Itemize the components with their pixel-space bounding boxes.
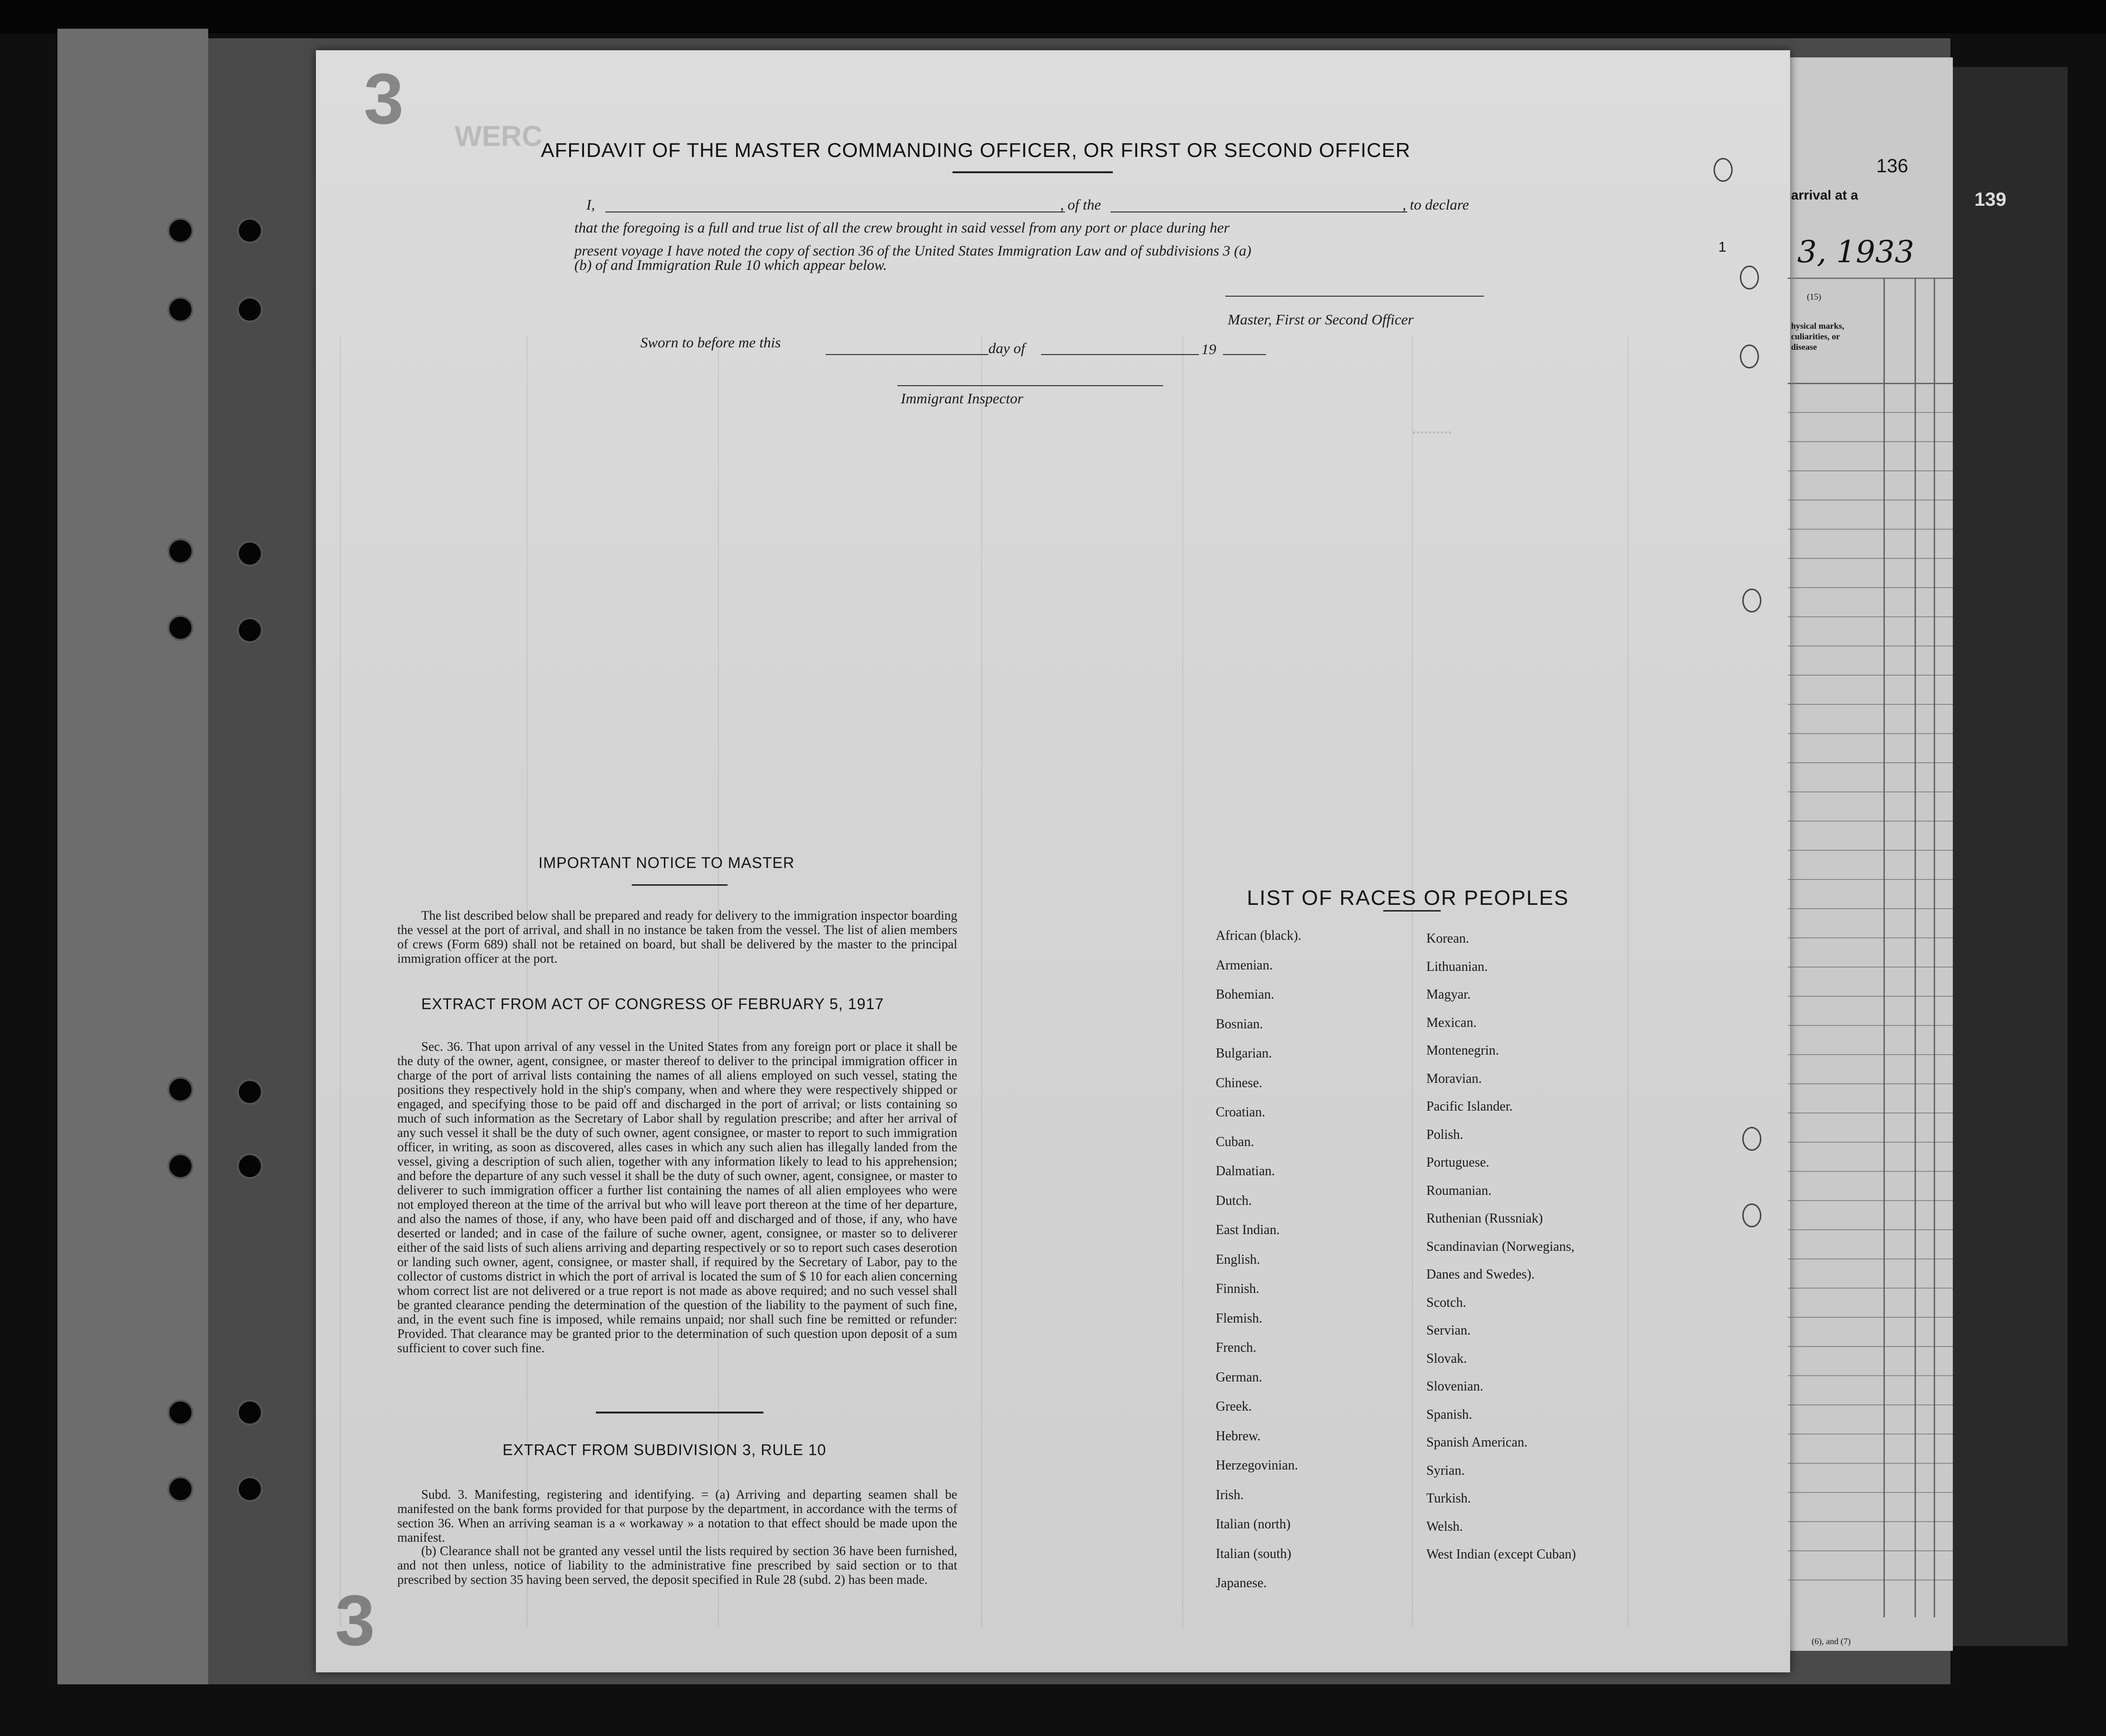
race-item: Scandinavian (Norwegians, <box>1426 1239 1575 1254</box>
race-item: Moravian. <box>1426 1071 1482 1086</box>
sheet-row-line <box>1788 470 1953 471</box>
page-stamp-bottom: 3 <box>335 1580 375 1660</box>
race-item: Italian (north) <box>1216 1517 1291 1532</box>
race-item: Korean. <box>1426 931 1469 946</box>
page-stamp-top: 3 <box>364 58 404 139</box>
sheet-header-rule <box>1788 278 1953 279</box>
rule-extract-text-b: (b) Clearance shall not be granted any vessel until the lists required by section 36 have been furnished, and not then unless, notice of liability to the administrative fine prescribed by said section or to that prescribed by section 35 having been served, the deposit specified in Rule 28 (subd. 2) has been made. <box>397 1544 957 1587</box>
ghost-grid-line <box>1182 335 1183 1627</box>
race-item: English. <box>1216 1252 1260 1267</box>
race-item: Herzegovinian. <box>1216 1458 1298 1473</box>
notice-underline <box>632 884 728 886</box>
binder-hole <box>168 1153 193 1179</box>
race-item: Slovak. <box>1426 1351 1467 1366</box>
show-through-text: .......... <box>1412 421 1452 437</box>
race-item: Italian (south) <box>1216 1546 1291 1561</box>
race-item: Bulgarian. <box>1216 1046 1272 1061</box>
page-hole-outline <box>1740 266 1759 289</box>
sheet-row-line <box>1788 500 1953 501</box>
sheet-row-line <box>1788 821 1953 822</box>
race-item: Armenian. <box>1216 957 1273 973</box>
act-extract-rule <box>596 1412 763 1413</box>
sheet-row-line <box>1788 412 1953 413</box>
race-item: Slovenian. <box>1426 1379 1483 1394</box>
sheet-row-line <box>1788 967 1953 968</box>
sheet-row-line <box>1788 1025 1953 1026</box>
column-header-line: disease <box>1791 342 1817 352</box>
page-hole-outline <box>1742 589 1761 612</box>
column-number: (15) <box>1807 292 1821 301</box>
act-extract-title: EXTRACT FROM ACT OF CONGRESS OF FEBRUARY 5, 1917 <box>421 995 884 1013</box>
race-item: Japanese. <box>1216 1576 1267 1591</box>
sheet-row-line <box>1788 1492 1953 1493</box>
page-hole-outline <box>1742 1127 1761 1151</box>
sheet-row-line <box>1788 675 1953 676</box>
affidavit-line-i: I, <box>586 196 595 213</box>
race-item: Ruthenian (Russniak) <box>1426 1211 1543 1226</box>
race-item: West Indian (except Cuban) <box>1426 1547 1576 1562</box>
show-through-text: WERC <box>455 120 543 152</box>
sheet-row-line <box>1788 937 1953 938</box>
sheet-row-line <box>1788 704 1953 705</box>
title-underline <box>952 171 1113 173</box>
sheet-row-line <box>1788 1229 1953 1230</box>
sheet-row-line <box>1788 733 1953 734</box>
race-item: Finnish. <box>1216 1281 1260 1296</box>
sheet-row-line <box>1788 1054 1953 1055</box>
races-underline <box>1383 910 1441 912</box>
page-hole-outline <box>1740 345 1759 368</box>
column-header-line: hysical marks, <box>1791 321 1845 331</box>
race-item: Montenegrin. <box>1426 1043 1499 1058</box>
page-hole-outline <box>1742 1203 1761 1227</box>
race-item: Hebrew. <box>1216 1428 1261 1444</box>
race-item: Bosnian. <box>1216 1016 1263 1032</box>
sheet-row-line <box>1788 1317 1953 1318</box>
sheet-row-line <box>1788 529 1953 530</box>
page-number: 136 <box>1876 156 1908 177</box>
binder-hole <box>168 1476 193 1502</box>
race-item: Dalmatian. <box>1216 1164 1275 1179</box>
sheet-row-line <box>1788 645 1953 646</box>
ghost-grid-line <box>340 335 341 1627</box>
master-label: Master, First or Second Officer <box>1228 311 1414 328</box>
race-item: Danes and Swedes). <box>1426 1267 1535 1282</box>
ghost-grid-line <box>1627 335 1628 1627</box>
race-item: Syrian. <box>1426 1463 1465 1478</box>
race-item: Bohemian. <box>1216 987 1275 1002</box>
sheet-row-line <box>1788 383 1953 384</box>
sheet-row-line <box>1788 1346 1953 1347</box>
race-item: Spanish American. <box>1426 1435 1528 1450</box>
race-item: Cuban. <box>1216 1134 1255 1149</box>
vessel-field <box>1110 211 1407 212</box>
act-extract-text: Sec. 36. That upon arrival of any vessel in the United States from any foreign port or place it shall be the duty of the owner, agent, consignee, or master thereof to deliver to the principal immigration officer in charge of the port of arrival lists containing the names of all aliens employed on such vessel, stating the positions they respectively hold in the ship's company, when and where they were respectively shipped or engaged, and specifying those to be paid off and discharged in the port of arrival; or lists containing so much of such information as the Secretary of Labor shall by regulation prescribe; and after her arrival of any such vessel it shall be the duty of such owner, agent consignee, or master to report to such immigration officer, in writing, as soon as discovered, alles cases in which any such alien has illegally landed from the vessel, giving a description of such alien, together with any information likely to lead to his apprehension; and before the departure of any such vessel it shall be the duty of such owner, agent, consignee, or master to deliverer to such immigration officer a further list containing the names of all alien employees who were not employed thereon at the time of the arrival but who will leave port thereon at the time of her departure, and also the names of those, if any, who have been paid off and discharged and of those, if any, who have deserted or landed; and in case of the failure of suche owner, agent, consignee, or master so to deliverer either of the said lists of such aliens arriving and departing respectively or so to report such cases deserotion or landing such owner, agent, consignee, or master shall, if required by the Secretary of Labor, pay to the collector of customs district in which the port of arrival is located the sum of $ 10 for each alien concerning whom correct list are not delivered or a true report is not made as above required; and no such vessel shall be granted clearance pending the determination of the question of the liability to the payment of such fine, and, in the event such fine is imposed, while remains unpaid; nor shall such fine be remitted or refunder: Provided. That clearance may be granted prior to the determination of such question upon deposit of a sum sufficient to cover such fine. <box>397 1039 957 1355</box>
affidavit-line-4: (b) of and Immigration Rule 10 which appear below. <box>574 256 887 273</box>
race-item: Lithuanian. <box>1426 959 1488 974</box>
race-item: Mexican. <box>1426 1015 1477 1030</box>
sworn-day-field <box>826 354 988 355</box>
race-item: Dutch. <box>1216 1193 1252 1208</box>
binder-hole <box>237 1153 263 1179</box>
sheet-row-line <box>1788 558 1953 559</box>
race-item: Croatian. <box>1216 1105 1266 1120</box>
affidavit-line-3: present voyage I have noted the copy of section 36 of the United States Immigration Law and of subdivisions 3 (a) <box>574 242 1252 259</box>
name-field <box>605 211 1065 212</box>
sheet-row-line <box>1788 1463 1953 1464</box>
sheet-row-line <box>1788 1142 1953 1143</box>
binder-hole <box>237 1079 263 1105</box>
sheet-row-line <box>1788 762 1953 763</box>
binder-hole <box>168 538 193 564</box>
sheet-row-line <box>1788 1200 1953 1201</box>
notice-title: IMPORTANT NOTICE TO MASTER <box>538 854 795 871</box>
race-item: Pacific Islander. <box>1426 1099 1513 1114</box>
left-page-edge <box>57 29 208 1684</box>
sheet-row-line <box>1788 1288 1953 1289</box>
sheet-row-line <box>1788 1404 1953 1405</box>
rule-extract-title: EXTRACT FROM SUBDIVISION 3, RULE 10 <box>503 1441 827 1458</box>
race-item: Greek. <box>1216 1399 1252 1414</box>
race-item: African (black). <box>1216 928 1301 943</box>
sheet-row-line <box>1788 1550 1953 1551</box>
binder-hole <box>168 1077 193 1102</box>
race-item: Roumanian. <box>1426 1183 1492 1198</box>
sheet-row-line <box>1788 1083 1953 1084</box>
binder-hole <box>237 1400 263 1425</box>
race-item: Irish. <box>1216 1487 1244 1502</box>
binder-hole <box>168 218 193 244</box>
ghost-grid-line <box>1412 335 1413 1627</box>
arrival-text: arrival at a <box>1791 188 1859 202</box>
race-item: Welsh. <box>1426 1519 1463 1534</box>
sheet-row-line <box>1788 587 1953 588</box>
inspector-label: Immigrant Inspector <box>901 390 1023 407</box>
notice-text: The list described below shall be prepared and ready for delivery to the immigration inspector boarding the vessel at the port of arrival, and shall in no instance be taken from the vessel. The list of alien members of crews (Form 689) shall not be retained on board, but shall be delivered by the master to the principal immigration officer at the port. <box>397 908 957 966</box>
sheet-bottom-note: (6), and (7) <box>1812 1636 1851 1646</box>
sheet-row-line <box>1788 1521 1953 1522</box>
race-item: French. <box>1216 1340 1256 1355</box>
race-item: German. <box>1216 1369 1263 1385</box>
race-item: Magyar. <box>1426 987 1471 1002</box>
sheet-row-line <box>1788 1375 1953 1376</box>
ghost-grid-line <box>526 335 527 1627</box>
master-signature-line <box>1225 296 1484 297</box>
sheet-row-line <box>1788 908 1953 909</box>
affidavit-page <box>316 50 1790 1672</box>
sheet-row-line <box>1788 1258 1953 1259</box>
day-of-label: day of <box>988 340 1025 356</box>
binder-hole <box>168 297 193 323</box>
handwritten-date: 3, 1933 <box>1797 234 1915 270</box>
race-item: East Indian. <box>1216 1223 1280 1237</box>
race-item: Scotch. <box>1426 1295 1467 1310</box>
races-title: LIST OF RACES OR PEOPLES <box>1247 886 1569 910</box>
inspector-signature-line <box>897 385 1163 386</box>
binder-hole <box>168 1400 193 1425</box>
edge-page-number: 139 <box>1974 189 2006 210</box>
binder-hole <box>237 541 263 567</box>
race-item: Chinese. <box>1216 1075 1263 1091</box>
binder-hole <box>237 617 263 643</box>
sheet-rows <box>1788 383 1953 1608</box>
rule-extract-text-a: Subd. 3. Manifesting, registering and identifying. = (a) Arriving and departing seamen shall be manifested on the bank forms provided for that purpose by the department, in accordance with the terms of section 36. When an arriving seaman is a « workaway » a notation to that effect should be made upon the manifest. <box>397 1487 957 1545</box>
binder-hole <box>237 297 263 323</box>
race-item: Servian. <box>1426 1323 1471 1338</box>
scanner-frame <box>0 0 2106 33</box>
affidavit-line-of: , of the <box>1060 196 1101 213</box>
page-hole-outline <box>1714 158 1733 182</box>
column-header <box>1791 321 1844 352</box>
sheet-row-line <box>1788 1434 1953 1435</box>
ghost-grid-line <box>718 335 719 1627</box>
margin-mark: 1 <box>1718 239 1726 255</box>
sheet-row-line <box>1788 879 1953 880</box>
sheet-row-line <box>1788 441 1953 442</box>
sworn-month-field <box>1041 354 1199 355</box>
affidavit-line-2: that the foregoing is a full and true list of all the crew brought in said vessel from any port or place during her <box>574 219 1230 236</box>
binder-hole <box>237 218 263 244</box>
sheet-row-line <box>1788 616 1953 617</box>
race-item: Flemish. <box>1216 1311 1263 1326</box>
ghost-grid-line <box>981 335 982 1627</box>
right-page-edge <box>1953 67 2068 1646</box>
race-item: Polish. <box>1426 1127 1464 1142</box>
sheet-row-line <box>1788 791 1953 792</box>
race-item: Spanish. <box>1426 1407 1472 1422</box>
race-item: Portuguese. <box>1426 1155 1490 1170</box>
sworn-year-field <box>1223 354 1266 355</box>
sheet-row-line <box>1788 1171 1953 1172</box>
year-prefix: 19 <box>1201 341 1216 357</box>
column-header-line: culiarities, or <box>1791 332 1840 341</box>
sheet-row-line <box>1788 850 1953 851</box>
sworn-label: Sworn to before me this <box>640 334 781 351</box>
affidavit-title: AFFIDAVIT OF THE MASTER COMMANDING OFFICER, OR FIRST OR SECOND OFFICER <box>541 139 1411 161</box>
binder-hole <box>168 615 193 641</box>
binder-hole <box>237 1476 263 1502</box>
sheet-row-line <box>1788 996 1953 997</box>
affidavit-line-declare: , to declare <box>1402 196 1469 213</box>
race-item: Turkish. <box>1426 1491 1471 1506</box>
